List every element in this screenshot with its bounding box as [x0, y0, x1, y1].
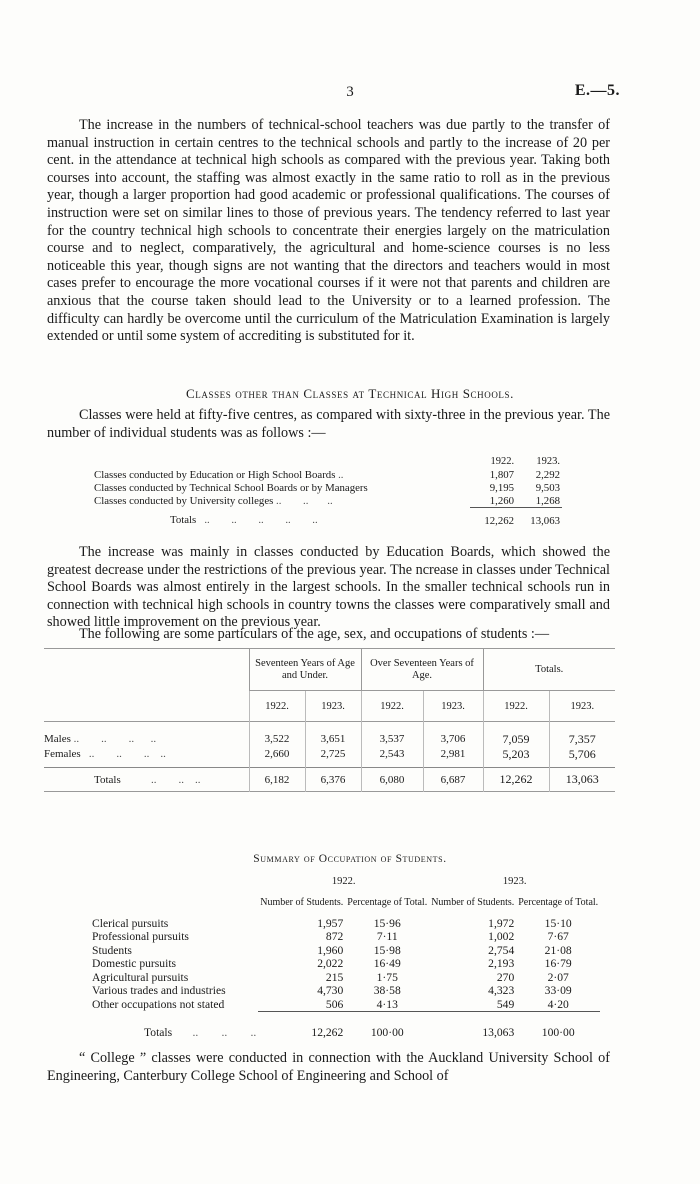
total-cell: 12,262: [470, 508, 516, 528]
value-cell: 16·49: [373, 957, 401, 971]
value-cell: 38·58: [373, 984, 401, 998]
value-cell: 5,203: [483, 747, 549, 762]
value-cell: 2,292: [535, 468, 560, 481]
year-header: 1922.: [331, 876, 356, 888]
year-header: 1922.: [249, 691, 305, 722]
total-cell: 13,063: [516, 508, 562, 528]
table-row: [90, 944, 600, 958]
total-cell: 6,376: [305, 768, 361, 792]
value-cell: 9,195: [489, 481, 515, 494]
year-header: 1923.: [502, 876, 527, 888]
value-cell: 4·13: [376, 997, 398, 1011]
row-label: Agricultural pursuits: [92, 970, 189, 984]
paragraph-particulars: The following are some particulars of the age, sex, and occupations of students :—: [79, 626, 550, 642]
year-header: 1922.: [483, 691, 549, 722]
table-row: [90, 971, 600, 985]
value-cell: 2,981: [423, 747, 483, 762]
classes-table: [92, 455, 562, 527]
paragraph-centres: Classes were held at fifty-five centres, as compared with sixty-three in the previous year. The number of individual students was as follows :—: [47, 407, 610, 441]
row-label: Various trades and industries: [92, 984, 226, 998]
totals-row: Totals .. .. .. .. .. 12,262 13,063: [92, 508, 562, 528]
value-cell: 4·20: [547, 997, 569, 1011]
totals-label: Totals: [170, 514, 197, 527]
column-header: Number of Students.: [431, 897, 515, 908]
value-cell: 4,323: [488, 984, 515, 998]
table-row: [92, 481, 562, 494]
table-row: Classes conducted by University colleges .. .. .. 1,260 1,268: [94, 494, 560, 507]
value-cell: 2,022: [317, 957, 344, 971]
total-cell: 12,262: [483, 768, 549, 792]
value-cell: 33·09: [544, 984, 572, 998]
value-cell: 3,522: [249, 732, 305, 747]
value-cell: 1,972: [488, 916, 515, 930]
group-header: Seventeen Years of Age and Under.: [249, 649, 361, 691]
total-cell: 100·00: [370, 1025, 404, 1039]
total-cell: 13,063: [482, 1025, 515, 1039]
year-header: 1923.: [536, 456, 560, 467]
value-cell: 3,537: [361, 732, 423, 747]
totals-row: Totals .. .. .. 12,262 100·00 13,063 100·00: [90, 1026, 600, 1040]
value-cell: 15·96: [373, 916, 401, 930]
value-cell: 16·79: [544, 957, 572, 971]
value-cell: 506: [325, 997, 344, 1011]
value-cell: 7,059: [483, 732, 549, 747]
paragraph-teachers: The increase in the numbers of technical-school teachers was due partly to the transfer of manual instruction in certain centres to the technical schools and partly to the increase of 20 per cent. in the attendance at technical high schools as compared with the previous year. Taking both courses into account, the staffing was almost exactly in the same ratio to roll as in the previous year, though a larger proportion had good academic or professional qualifications. The courses of instruction were set on similar lines to those of previous years. The tendency referred to last year for the country technical high schools to concentrate their energies largely on the matriculation course and to neglect, comparatively, the agricultural and home-science courses is no less noticeable this year, though signs are not wanting that the directors and teachers would in most cases prefer to encourage the more vocational courses if it were not that parents and children are anxious that the course taken should lead to the University or to a learned profession. The difficulty can hardly be overcome until the curriculum of the Matriculation Examination is largely extended or until some system of accrediting is substituted for it.: [47, 117, 610, 345]
group-header: Over Seventeen Years of Age.: [361, 649, 483, 691]
row-label: Females: [44, 748, 81, 760]
row-label: Males: [44, 733, 71, 745]
value-cell: 4,730: [317, 984, 344, 998]
table-row: [90, 957, 600, 971]
value-cell: 3,706: [423, 732, 483, 747]
table-row: [90, 930, 600, 944]
row-label: Classes conducted by Technical School Boards or by Managers: [94, 481, 368, 494]
table-row: Males .. .. .. .. 3,522 3,651 3,537 3,706 7,059 7,357: [44, 732, 615, 747]
totals-label: Totals: [144, 1025, 173, 1039]
paragraph-increase: The increase was mainly in classes conducted by Education Boards, which showed the greatest decrease under the restrictions of the previous year. The ncrease in classes under Technical School Boards was almost entirely in the largest schools. In the smaller technical schools run in connection with technical high schools in country towns the classes were comparatively small and showed little improvement on the previous year.: [47, 544, 610, 631]
table-row: [90, 917, 600, 931]
value-cell: 9,503: [535, 481, 560, 494]
column-header: Percentage of Total.: [518, 897, 599, 908]
page-number: 3: [346, 84, 354, 100]
paragraph-college-classes: “ College ” classes were conducted in connection with the Auckland University School of Engineering, Canterbury College School of Engineering and School of: [47, 1050, 610, 1084]
total-cell: 6,687: [423, 768, 483, 792]
table-row: Classes conducted by Education or High School Boards .. 1,807 2,292: [94, 468, 560, 481]
value-cell: 7,357: [549, 732, 615, 747]
value-cell: 549: [496, 997, 515, 1011]
value-cell: 15·10: [544, 916, 572, 930]
total-cell: 6,182: [249, 768, 305, 792]
total-cell: 13,063: [549, 768, 615, 792]
value-cell: 1,960: [317, 943, 344, 957]
value-cell: 872: [325, 930, 344, 944]
row-label: Clerical pursuits: [92, 916, 169, 930]
value-cell: 1·75: [376, 970, 398, 984]
year-header: 1922.: [490, 456, 515, 467]
group-header: Totals.: [483, 649, 615, 691]
value-cell: 2,725: [305, 747, 361, 762]
section-heading: Classes other than Classes at Technical High Schools.: [186, 386, 514, 401]
value-cell: 215: [325, 970, 344, 984]
value-cell: 21·08: [544, 943, 572, 957]
column-header: Percentage of Total.: [347, 897, 428, 908]
document-reference: E.—5.: [574, 82, 620, 99]
table-row: Females .. .. .. .. 2,660 2,725 2,543 2,981 5,203 5,706: [44, 747, 615, 762]
totals-row: Totals .. .. .. 6,182 6,376 6,080 6,687 12,262 13,063: [44, 768, 615, 792]
row-label: Other occupations not stated: [92, 998, 225, 1011]
value-cell: 3,651: [305, 732, 361, 747]
value-cell: 2,660: [249, 747, 305, 762]
value-cell: 270: [496, 970, 515, 984]
value-cell: 7·11: [376, 930, 398, 944]
row-label: Students: [92, 943, 132, 957]
value-cell: 2,543: [361, 747, 423, 762]
value-cell: 2,754: [488, 943, 515, 957]
age-sex-table: [44, 648, 615, 792]
occupation-table-title: Summary of Occupation of Students.: [253, 853, 447, 865]
totals-label: Totals: [94, 773, 121, 786]
table-row: [90, 998, 600, 1012]
value-cell: 1,268: [535, 494, 560, 507]
row-label: Domestic pursuits: [92, 957, 177, 971]
value-cell: 2·07: [547, 970, 569, 984]
value-cell: 1,260: [489, 494, 515, 507]
year-header: 1923.: [423, 691, 483, 722]
year-header: 1923.: [549, 691, 615, 722]
value-cell: 2,193: [488, 957, 515, 971]
value-cell: 1,807: [489, 468, 515, 481]
total-cell: 12,262: [311, 1025, 344, 1039]
occupation-table: [90, 875, 600, 1039]
row-label: Professional pursuits: [92, 930, 189, 944]
value-cell: 1,957: [317, 916, 344, 930]
total-cell: 6,080: [361, 768, 423, 792]
value-cell: 15·98: [373, 943, 401, 957]
year-header: 1923.: [305, 691, 361, 722]
table-row: [90, 984, 600, 998]
value-cell: 5,706: [549, 747, 615, 762]
row-label: Classes conducted by University colleges: [94, 494, 274, 507]
value-cell: 7·67: [547, 930, 569, 944]
column-header: Number of Students.: [260, 897, 344, 908]
total-cell: 100·00: [541, 1025, 575, 1039]
year-header: 1922.: [361, 691, 423, 722]
row-label: Classes conducted by Education or High School Boards: [94, 468, 336, 481]
value-cell: 1,002: [488, 930, 515, 944]
